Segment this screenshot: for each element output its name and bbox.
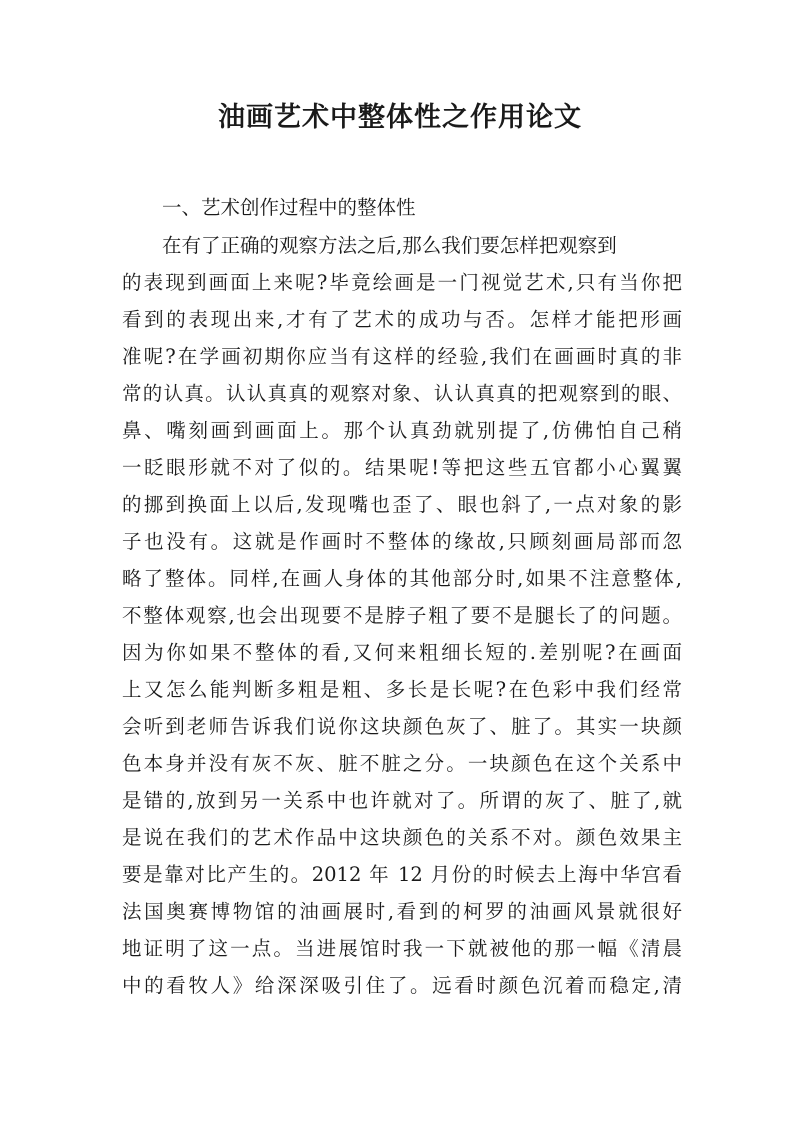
paragraph-line: 常的认真。认认真真的观察对象、认认真真的把观察到的眼、 [122,382,682,405]
paragraph-line: 子也没有。这就是作画时不整体的缘故,只顾刻画局部而忽 [122,530,682,553]
paragraph-line: 的表现到画面上来呢?毕竟绘画是一门视觉艺术,只有当你把 [122,271,682,294]
document-title: 油画艺术中整体性之作用论文 [218,102,582,133]
paragraph-line: 色本身并没有灰不灰、脏不脏之分。一块颜色在这个关系中 [122,752,682,775]
paragraph-line: 是错的,放到另一关系中也许就对了。所谓的灰了、脏了,就 [122,789,682,812]
paragraph-line: 略了整体。同样,在画人身体的其他部分时,如果不注意整体, [122,567,682,590]
paragraph-line: 准呢?在学画初期你应当有这样的经验,我们在画画时真的非 [122,345,682,368]
paragraph-line: 鼻、嘴刻画到画面上。那个认真劲就别提了,仿佛怕自己稍 [122,419,682,442]
paragraph-line: 会听到老师告诉我们说你这块颜色灰了、脏了。其实一块颜 [122,715,682,738]
paragraph-line: 不整体观察,也会出现要不是脖子粗了要不是腿长了的问题。 [122,604,682,627]
paragraph-line: 在有了正确的观察方法之后,那么我们要怎样把观察到 [162,234,617,257]
paragraph-line: 法国奥赛博物馆的油画展时,看到的柯罗的油画风景就很好 [122,900,682,923]
section-heading: 一、艺术创作过程中的整体性 [162,196,416,219]
paragraph-line: 看到的表现出来,才有了艺术的成功与否。怎样才能把形画 [122,308,682,331]
paragraph-line: 的挪到换面上以后,发现嘴也歪了、眼也斜了,一点对象的影 [122,493,682,516]
paragraph-line: 上又怎么能判断多粗是粗、多长是长呢?在色彩中我们经常 [122,678,682,701]
paragraph-line: 地证明了这一点。当进展馆时我一下就被他的那一幅《清晨 [122,937,682,960]
paragraph-line: 一眨眼形就不对了似的。结果呢!等把这些五官都小心翼翼 [122,456,682,479]
paragraph-line: 因为你如果不整体的看,又何来粗细长短的.差别呢?在画面 [122,641,682,664]
paragraph-line: 是说在我们的艺术作品中这块颜色的关系不对。颜色效果主 [122,826,682,849]
paragraph-line: 中的看牧人》给深深吸引住了。远看时颜色沉着而稳定,清 [122,974,682,997]
paragraph-line: 要是靠对比产生的。2012 年 12 月份的时候去上海中华宫看 [122,863,682,886]
